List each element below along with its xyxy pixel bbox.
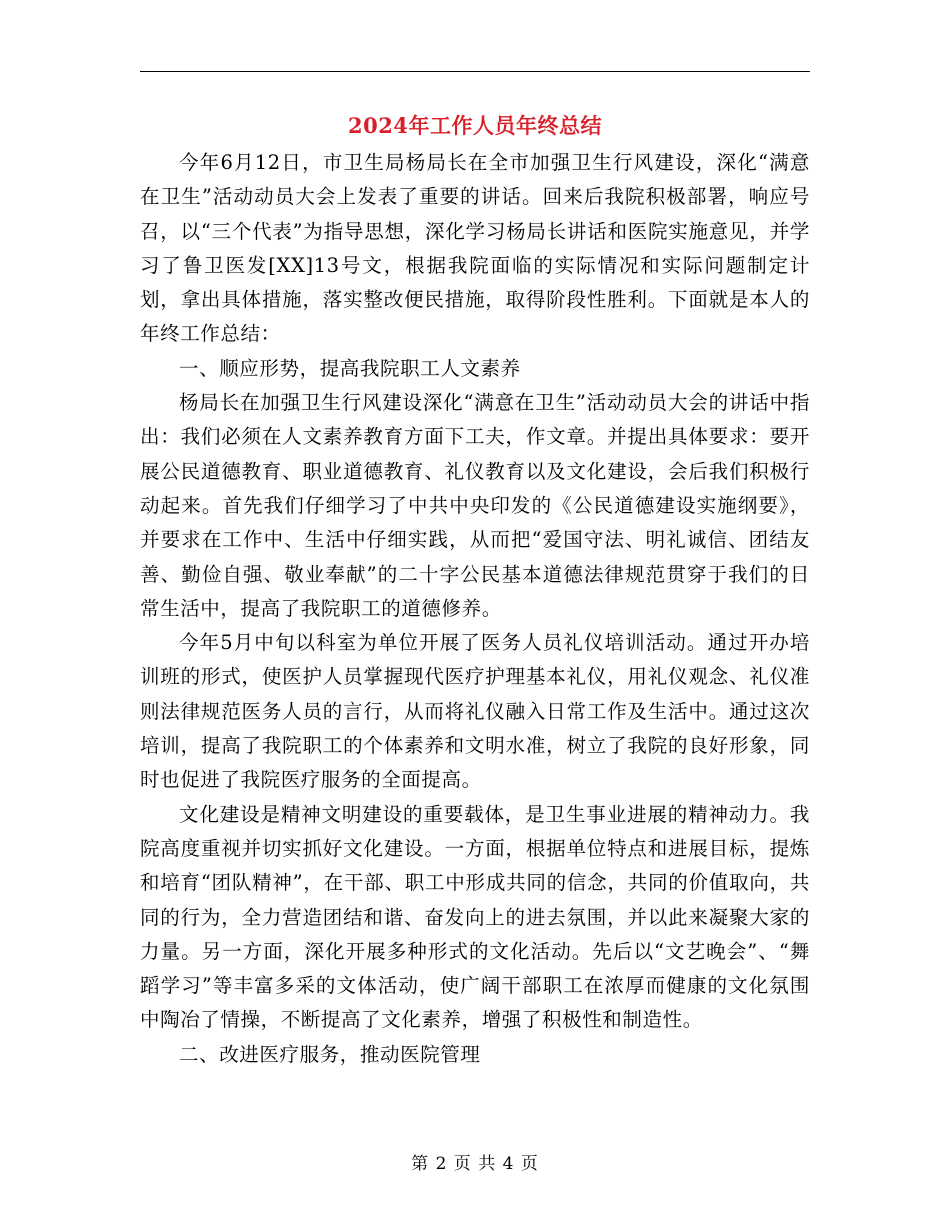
page-number-label: 第 2 页 共 4 页 [411,1154,539,1174]
section-heading-2: 二、改进医疗服务，推动医院管理 [179,1042,481,1066]
section-heading-1: 一、顺应形势，提高我院职工人文素养 [179,356,521,380]
page-footer [140,1152,810,1176]
document-title: 2024年工作人员年终总结 [348,113,602,138]
header-rule [140,71,810,72]
paragraph-culture-building: 文化建设是精神文明建设的重要载体，是卫生事业进展的精神动力。我院高度重视并切实抓好文化建设。一方面，根据单位特点和进展目标，提炼和培育“团队精神”，在干部、职工中形成共同的信念，共同的价值取向，共同的行为，全力营造团结和谐、奋发向上的进去氛围，并以此来凝聚大家的力量。另一方面，深化开展多种形式的文化活动。先后以“文艺晚会”、“舞蹈学习”等丰富多采的文体活动，使广阔干部职工在浓厚而健康的文化氛围中陶冶了情操，不断提高了文化素养，增强了积极性和制造性。 [140,802,810,1032]
paragraph-etiquette-training: 今年5月中旬以科室为单位开展了医务人员礼仪培训活动。通过开办培训班的形式，使医护人员掌握现代医疗护理基本礼仪，用礼仪观念、礼仪准则法律规范医务人员的言行，从而将礼仪融入日常工作及生活中。通过这次培训，提高了我院职工的个体素养和文明水准，树立了我院的良好形象，同时也促进了我院医疗服务的全面提高。 [140,631,810,792]
paragraph-morality-education: 杨局长在加强卫生行风建设深化“满意在卫生”活动动员大会的讲话中指出：我们必须在人文素养教育方面下工夫，作文章。并提出具体要求：要开展公民道德教育、职业道德教育、礼仪教育以及文化建设，会后我们积极行动起来。首先我们仔细学习了中共中央印发的《公民道德建设实施纲要》，并要求在工作中、生活中仔细实践，从而把“爱国守法、明礼诚信、团结友善、勤俭自强、敬业奉献”的二十字公民基本道德法律规范贯穿于我们的日常生活中，提高了我院职工的道德修养。 [140,391,810,620]
paragraph-intro: 今年6月12日，市卫生局杨局长在全市加强卫生行风建设，深化“满意在卫生”活动动员大会上发表了重要的讲话。回来后我院积极部署，响应号召，以“三个代表”为指导思想，深化学习杨局长讲话和医院实施意见，并学习了鲁卫医发[XX]13号文，根据我院面临的实际情况和实际问题制定计划，拿出具体措施，落实整改便民措施，取得阶段性胜利。下面就是本人的年终工作总结： [140,151,810,346]
document-body [140,146,810,1072]
